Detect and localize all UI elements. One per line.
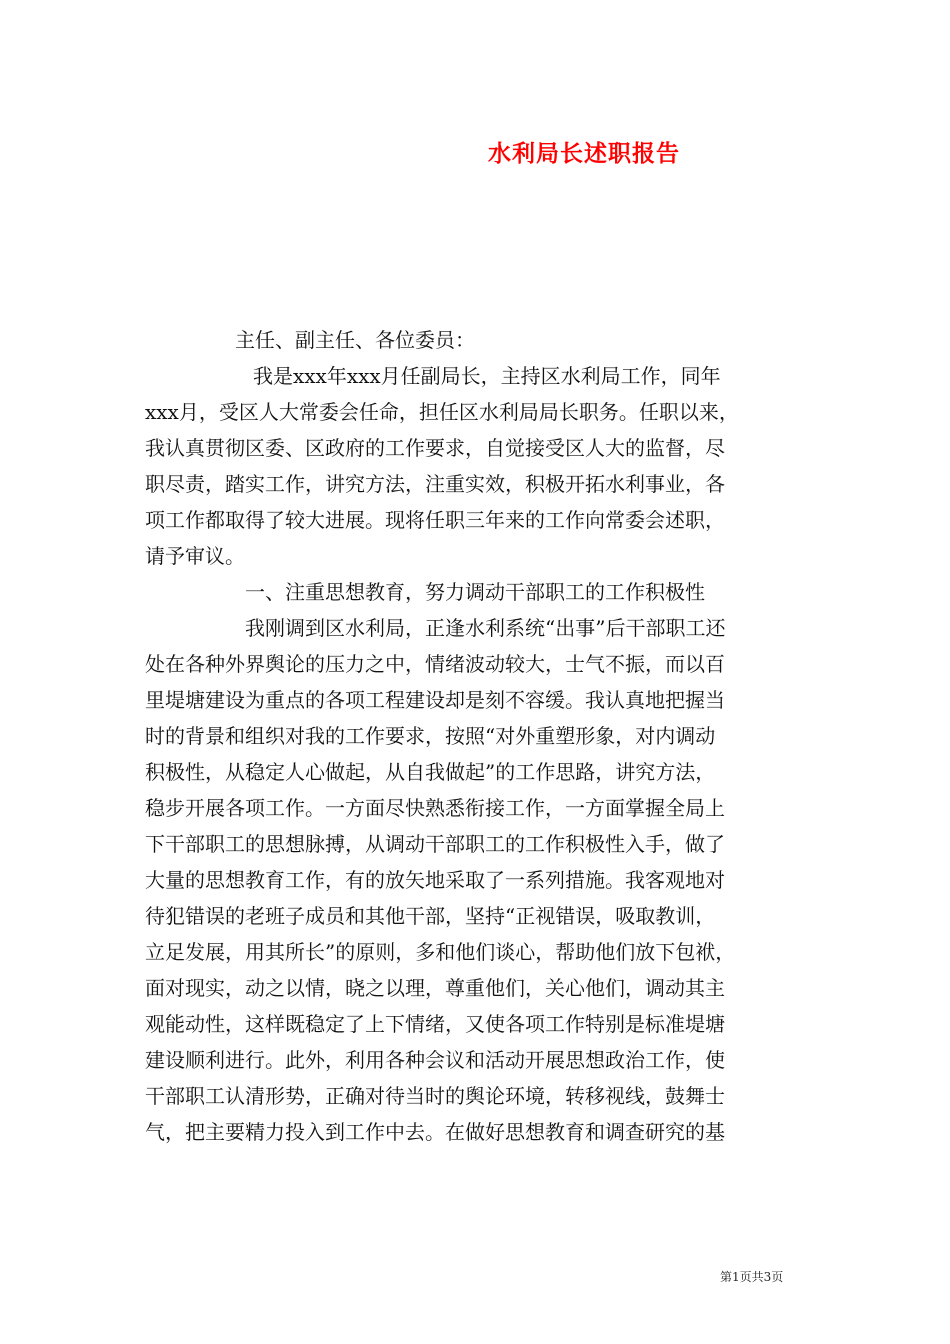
paragraph-line: 立足发展，用其所长”的原则，多和他们谈心，帮助他们放下包袱， (145, 940, 736, 964)
paragraph-line: 下干部职工的思想脉搏，从调动干部职工的工作积极性入手，做了 (145, 832, 725, 856)
paragraph-line: 我是xxx年xxx月任副局长，主持区水利局工作，同年 (253, 364, 721, 388)
paragraph-line: 面对现实，动之以情，晓之以理，尊重他们，关心他们，调动其主 (145, 976, 725, 1000)
paragraph-line: 我认真贯彻区委、区政府的工作要求，自觉接受区人大的监督，尽 (145, 436, 725, 460)
paragraph-line: 请予审议。 (145, 544, 245, 568)
paragraph-line: 稳步开展各项工作。一方面尽快熟悉衔接工作，一方面掌握全局上 (145, 796, 725, 820)
paragraph-line: 里堤塘建设为重点的各项工程建设却是刻不容缓。我认真地把握当 (145, 688, 725, 712)
document-body (145, 322, 810, 1150)
paragraph-line: 气，把主要精力投入到工作中去。在做好思想教育和调查研究的基 (145, 1120, 725, 1144)
paragraph-line: 时的背景和组织对我的工作要求，按照“对外重塑形象，对内调动 (145, 724, 716, 748)
paragraph-line: 处在各种外界舆论的压力之中，情绪波动较大，士气不振，而以百 (145, 652, 725, 676)
paragraph-line: 项工作都取得了较大进展。现将任职三年来的工作向常委会述职， (145, 508, 725, 532)
section-heading: 一、注重思想教育，努力调动干部职工的工作积极性 (245, 580, 705, 604)
paragraph-line: 待犯错误的老班子成员和其他干部，坚持“正视错误，吸取教训， (145, 904, 716, 928)
paragraph-line: 积极性，从稳定人心做起，从自我做起”的工作思路，讲究方法， (145, 760, 716, 784)
paragraph-line: xxx月，受区人大常委会任命，担任区水利局局长职务。任职以来， (145, 400, 739, 424)
paragraph-line: 干部职工认清形势，正确对待当时的舆论环境，转移视线，鼓舞士 (145, 1084, 725, 1108)
paragraph-line: 观能动性，这样既稳定了上下情绪，又使各项工作特别是标准堤塘 (145, 1012, 725, 1036)
salutation-line: 主任、副主任、各位委员： (235, 328, 475, 352)
paragraph-line: 大量的思想教育工作，有的放矢地采取了一系列措施。我客观地对 (145, 868, 725, 892)
paragraph-line: 我刚调到区水利局，正逢水利系统“出事”后干部职工还 (245, 616, 726, 640)
page-number: 第1页共3页 (720, 1270, 784, 1284)
document-title: 水利局长述职报告 (488, 140, 680, 167)
paragraph-line: 职尽责，踏实工作，讲究方法，注重实效，积极开拓水利事业，各 (145, 472, 725, 496)
paragraph-line: 建设顺利进行。此外，利用各种会议和活动开展思想政治工作，使 (145, 1048, 725, 1072)
